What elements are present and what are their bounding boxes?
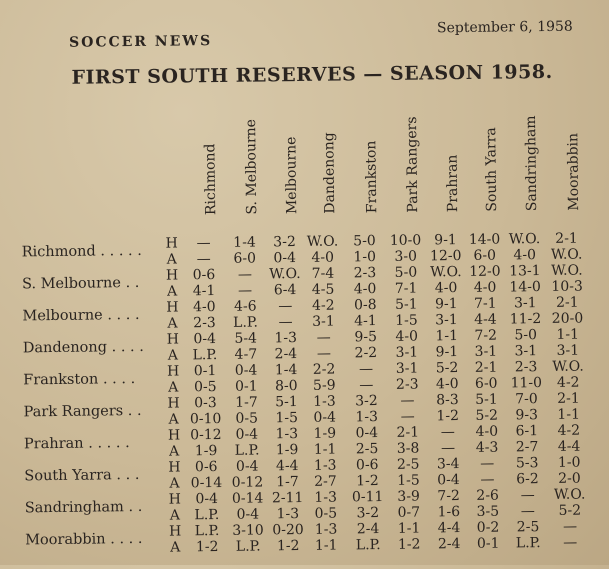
score-cell: 1-1: [314, 537, 338, 554]
column-header: [301, 117, 342, 229]
score-cell: 0-1: [476, 535, 500, 552]
page-title: FIRST SOUTH RESERVES — SEASON 1958.: [71, 60, 553, 89]
score-cell: 4-1: [354, 313, 377, 330]
score-cell: 0-11: [351, 488, 384, 506]
score-cell: L.P.: [235, 538, 261, 555]
column-header: [463, 116, 504, 228]
score-cell: 4-0: [435, 376, 459, 393]
score-cell: —: [316, 345, 331, 362]
column-header-label: Melbourne: [283, 136, 301, 215]
score-cell: 0-2: [476, 519, 500, 536]
column-header: [384, 116, 425, 228]
score-cell: 4-4: [474, 311, 497, 328]
score-cell: 1-6: [437, 504, 461, 521]
score-cell: 1-3: [314, 521, 338, 538]
score-cell: 1-0: [353, 249, 377, 266]
score-cell: 1-5: [275, 410, 299, 427]
score-cell: 1-5: [395, 312, 418, 329]
score-cell: 0-6: [192, 267, 216, 284]
home-marker: H: [166, 331, 180, 348]
score-cell: 6-1: [515, 423, 539, 440]
score-cell: 12-0: [469, 263, 501, 280]
column-header-label: Park Rangers: [404, 116, 422, 213]
score-cell: 8-0: [274, 378, 298, 395]
score-cell: —: [278, 314, 293, 331]
score-cell: 3-2: [356, 505, 380, 522]
score-cell: 3-1: [312, 313, 335, 330]
team-name: South Yarra . . .: [24, 466, 140, 485]
score-cell: 5-0: [394, 264, 418, 281]
team-name: Frankston . . . .: [23, 371, 136, 389]
score-cell: 0-4: [273, 250, 297, 267]
score-cell: 3-1: [514, 343, 538, 360]
score-cell: 0-20: [272, 521, 304, 539]
score-cell: 2-3: [514, 359, 538, 376]
score-cell: 0-6: [355, 457, 379, 474]
column-header-label: Prahran: [444, 154, 462, 213]
score-cell: —: [400, 392, 415, 409]
score-cell: —: [316, 329, 331, 346]
dateline: September 6, 1958: [436, 18, 573, 37]
score-cell: 14-0: [509, 279, 541, 296]
score-cell: 0-1: [234, 378, 258, 395]
score-cell: 6-0: [233, 250, 257, 267]
score-cell: 0-12: [190, 426, 222, 444]
score-cell: 5-1: [475, 391, 498, 408]
home-marker: H: [167, 363, 180, 380]
score-cell: 3-1: [513, 295, 537, 312]
away-marker: A: [168, 443, 180, 460]
score-cell: 1-9: [194, 443, 218, 460]
score-cell: —: [563, 534, 578, 551]
score-cell: 0-5: [193, 379, 217, 396]
score-cell: 9-1: [434, 232, 457, 249]
score-cell: 5-4: [234, 330, 258, 347]
home-marker: H: [165, 235, 178, 252]
away-marker: A: [170, 539, 181, 556]
score-cell: 4-0: [513, 247, 537, 264]
team-name: Moorabbin . . . .: [25, 530, 143, 549]
score-cell: 4-3: [475, 439, 499, 456]
away-marker: A: [166, 283, 178, 300]
score-cell: 0-4: [235, 458, 259, 475]
score-cell: 1-2: [397, 536, 421, 553]
score-cell: 0-10: [189, 410, 222, 428]
column-header: [223, 118, 264, 230]
score-cell: 8-3: [436, 392, 459, 409]
team-name: Sandringham . .: [24, 498, 143, 517]
score-cell: 1-3: [275, 426, 299, 443]
score-cell: W.O.: [508, 231, 541, 248]
away-marker: A: [166, 251, 177, 268]
away-marker: A: [169, 475, 180, 492]
team-name: Prahran . . . . .: [23, 435, 130, 453]
score-cell: 9-3: [515, 407, 539, 424]
score-cell: 0-1: [193, 363, 217, 380]
score-cell: 0-4: [234, 362, 258, 379]
score-cell: 1-9: [313, 425, 337, 442]
away-marker: A: [167, 315, 178, 332]
score-cell: 2-11: [271, 489, 304, 507]
score-cell: —: [440, 440, 456, 457]
score-cell: 1-7: [276, 474, 299, 491]
score-cell: 5-0: [353, 233, 376, 250]
column-header: [503, 115, 544, 227]
score-cell: L.P.: [515, 535, 541, 552]
score-cell: 2-1: [555, 294, 579, 311]
score-cell: 0-14: [190, 474, 223, 492]
score-cell: 7-2: [437, 488, 461, 505]
score-cell: 4-0: [473, 279, 497, 296]
score-cell: 3-1: [556, 342, 580, 359]
score-cell: 5-9: [312, 377, 336, 394]
score-cell: 0-4: [437, 472, 460, 489]
score-cell: 1-2: [195, 539, 219, 556]
column-header: [424, 116, 465, 228]
column-header: [182, 119, 223, 231]
score-cell: 0-6: [194, 459, 218, 476]
score-cell: 0-5: [314, 505, 338, 522]
score-cell: 2-2: [312, 361, 336, 378]
score-cell: 5-2: [435, 360, 459, 377]
away-marker: A: [167, 347, 179, 364]
score-cell: 1-1: [557, 406, 581, 423]
score-cell: 1-5: [397, 472, 420, 489]
score-cell: 3-9: [397, 488, 421, 505]
score-cell: 3-5: [476, 503, 500, 520]
score-cell: 2-6: [476, 487, 500, 504]
column-header-label: Dandenong: [321, 132, 339, 214]
score-cell: 12-0: [429, 248, 462, 265]
score-cell: 5-3: [515, 455, 539, 472]
score-cell: 6-0: [474, 375, 498, 392]
score-cell: 4-0: [192, 299, 216, 316]
score-cell: —: [196, 235, 211, 252]
score-cell: 7-1: [394, 280, 418, 297]
score-cell: W.O.: [553, 486, 586, 503]
score-cell: —: [520, 503, 535, 520]
score-cell: 4-0: [353, 281, 377, 298]
score-cell: 4-4: [557, 438, 581, 455]
home-marker: H: [166, 299, 179, 316]
score-cell: 2-0: [558, 470, 581, 487]
score-cell: 1-7: [235, 394, 258, 411]
score-cell: 6-2: [516, 471, 539, 488]
score-cell: 1-2: [276, 538, 300, 555]
score-cell: 1-1: [435, 328, 459, 345]
column-header-label: Sandringham: [523, 115, 541, 212]
column-header-label: S. Melbourne: [243, 118, 261, 215]
score-cell: 0-3: [194, 395, 217, 412]
score-cell: 2-4: [356, 521, 380, 538]
score-cell: W.O.: [306, 233, 339, 250]
score-cell: 0-8: [353, 297, 377, 314]
score-cell: 3-8: [396, 440, 420, 457]
score-cell: 1-3: [313, 393, 336, 410]
column-header: [343, 117, 384, 229]
score-cell: 4-2: [557, 422, 581, 439]
score-cell: 5-1: [394, 296, 418, 313]
score-cell: 5-2: [558, 502, 582, 519]
score-cell: 13-1: [509, 263, 541, 280]
home-marker: H: [167, 395, 180, 412]
home-marker: H: [168, 523, 182, 540]
score-cell: 0-4: [195, 491, 219, 508]
score-cell: W.O.: [550, 246, 583, 263]
score-cell: 9-1: [434, 296, 458, 313]
score-cell: 0-12: [231, 474, 264, 491]
score-cell: 2-3: [395, 376, 419, 393]
column-header: [263, 118, 304, 230]
score-cell: 2-1: [555, 230, 578, 247]
score-cell: L.P.: [233, 314, 259, 331]
score-cell: 10-0: [389, 232, 422, 249]
score-cell: 0-4: [193, 331, 217, 348]
column-header-label: Frankston: [363, 140, 381, 214]
score-cell: 3-4: [436, 456, 460, 473]
away-marker: A: [169, 507, 181, 524]
score-cell: 4-4: [437, 520, 461, 537]
score-cell: —: [237, 266, 253, 283]
score-cell: 2-4: [437, 536, 461, 553]
score-cell: 3-2: [355, 393, 378, 410]
score-cell: —: [520, 487, 535, 504]
score-cell: L.P.: [355, 537, 381, 554]
column-header-label: Moorabbin: [565, 132, 583, 211]
score-cell: —: [238, 282, 253, 299]
score-cell: 4-0: [311, 249, 335, 266]
score-cell: 10-3: [551, 278, 583, 295]
score-cell: 4-2: [311, 297, 335, 314]
score-cell: W.O.: [269, 265, 301, 283]
score-cell: 4-0: [475, 423, 499, 440]
score-cell: 5-0: [514, 327, 538, 344]
team-name: S. Melbourne . .: [21, 274, 140, 293]
score-cell: 4-7: [234, 346, 258, 363]
score-cell: L.P.: [234, 442, 260, 459]
score-cell: 1-1: [397, 520, 421, 537]
score-cell: 6-4: [273, 282, 297, 299]
score-cell: 1-4: [233, 234, 256, 251]
score-cell: 3-0: [394, 248, 418, 265]
home-marker: H: [167, 427, 181, 444]
score-cell: 1-1: [556, 326, 580, 343]
score-cell: 4-4: [275, 458, 299, 475]
masthead: SOCCER NEWS: [68, 33, 213, 51]
score-cell: 2-7: [515, 439, 539, 456]
score-cell: 2-1: [557, 390, 580, 407]
away-marker: A: [168, 411, 179, 428]
score-cell: —: [562, 518, 578, 535]
score-cell: 3-1: [395, 360, 419, 377]
score-cell: 0-4: [313, 409, 337, 426]
home-marker: H: [168, 491, 181, 508]
column-header: [545, 115, 586, 227]
team-name: Richmond . . . . .: [21, 242, 142, 261]
score-cell: 0-5: [235, 410, 259, 427]
score-cell: —: [480, 471, 495, 488]
score-cell: 2-5: [516, 519, 540, 536]
score-cell: 1-3: [274, 330, 298, 347]
score-cell: 1-2: [436, 408, 460, 425]
score-cell: 4-1: [192, 283, 216, 300]
score-cell: 1-3: [313, 457, 337, 474]
score-cell: 11-2: [509, 311, 542, 328]
score-cell: —: [278, 298, 293, 315]
score-cell: W.O.: [552, 358, 584, 375]
score-cell: —: [440, 424, 455, 441]
score-cell: 4-6: [233, 298, 257, 315]
score-cell: 0-7: [397, 504, 421, 521]
score-cell: 1-3: [276, 506, 300, 523]
score-cell: 4-2: [556, 374, 580, 391]
score-cell: 1-9: [275, 442, 299, 459]
score-cell: 1-3: [355, 409, 379, 426]
score-cell: —: [359, 377, 374, 394]
column-header-label: Richmond: [202, 143, 220, 216]
score-cell: L.P.: [194, 523, 220, 540]
score-cell: 3-1: [474, 343, 498, 360]
score-cell: 2-1: [474, 359, 498, 376]
score-cell: 6-0: [473, 247, 497, 264]
score-cell: 20-0: [551, 310, 584, 327]
score-cell: 5-1: [275, 394, 298, 411]
score-cell: 7-4: [311, 265, 335, 282]
score-cell: 4-0: [434, 280, 458, 297]
score-cell: 0-4: [355, 425, 379, 442]
score-cell: 7-2: [474, 327, 498, 344]
score-cell: 2-2: [354, 345, 378, 362]
home-marker: H: [168, 459, 181, 476]
score-cell: 1-3: [314, 489, 338, 506]
score-cell: L.P.: [194, 507, 220, 524]
score-cell: 2-3: [353, 265, 377, 282]
score-cell: 2-5: [355, 441, 379, 458]
score-cell: 3-1: [395, 344, 419, 361]
score-cell: 2-4: [274, 346, 298, 363]
score-cell: —: [480, 455, 495, 472]
score-cell: L.P.: [192, 347, 218, 364]
score-cell: 0-4: [235, 426, 259, 443]
home-marker: H: [165, 267, 179, 284]
score-cell: 5-2: [475, 407, 499, 424]
score-cell: 1-1: [313, 441, 337, 458]
score-cell: 2-5: [396, 456, 420, 473]
score-cell: 9-5: [354, 329, 378, 346]
team-name: Melbourne . . . .: [22, 306, 140, 325]
score-cell: 2-3: [193, 315, 216, 332]
score-cell: 7-1: [473, 295, 497, 312]
score-cell: 3-10: [232, 522, 264, 539]
score-cell: W.O.: [551, 262, 583, 279]
score-cell: W.O.: [430, 264, 462, 281]
score-cell: —: [400, 408, 415, 425]
score-cell: 4-5: [311, 281, 335, 298]
team-name: Dandenong . . . .: [22, 338, 144, 357]
score-cell: —: [358, 361, 374, 378]
score-cell: 3-1: [435, 312, 458, 329]
score-cell: —: [196, 251, 211, 268]
away-marker: A: [168, 379, 179, 396]
score-cell: 0-14: [231, 490, 264, 507]
score-cell: 14-0: [468, 231, 501, 248]
team-name: Park Rangers . .: [23, 402, 142, 421]
column-header-label: South Yarra: [483, 127, 501, 212]
score-cell: 3-2: [273, 234, 296, 251]
score-cell: 2-7: [314, 473, 337, 490]
score-cell: 2-1: [396, 424, 420, 441]
score-cell: 4-0: [395, 328, 419, 345]
score-cell: 0-4: [236, 506, 260, 523]
score-cell: 11-0: [510, 375, 543, 392]
score-cell: 1-0: [557, 454, 581, 471]
score-cell: 1-2: [356, 473, 379, 490]
score-cell: 7-0: [515, 391, 538, 408]
score-cell: 9-1: [435, 344, 459, 361]
score-cell: 1-4: [274, 362, 298, 379]
